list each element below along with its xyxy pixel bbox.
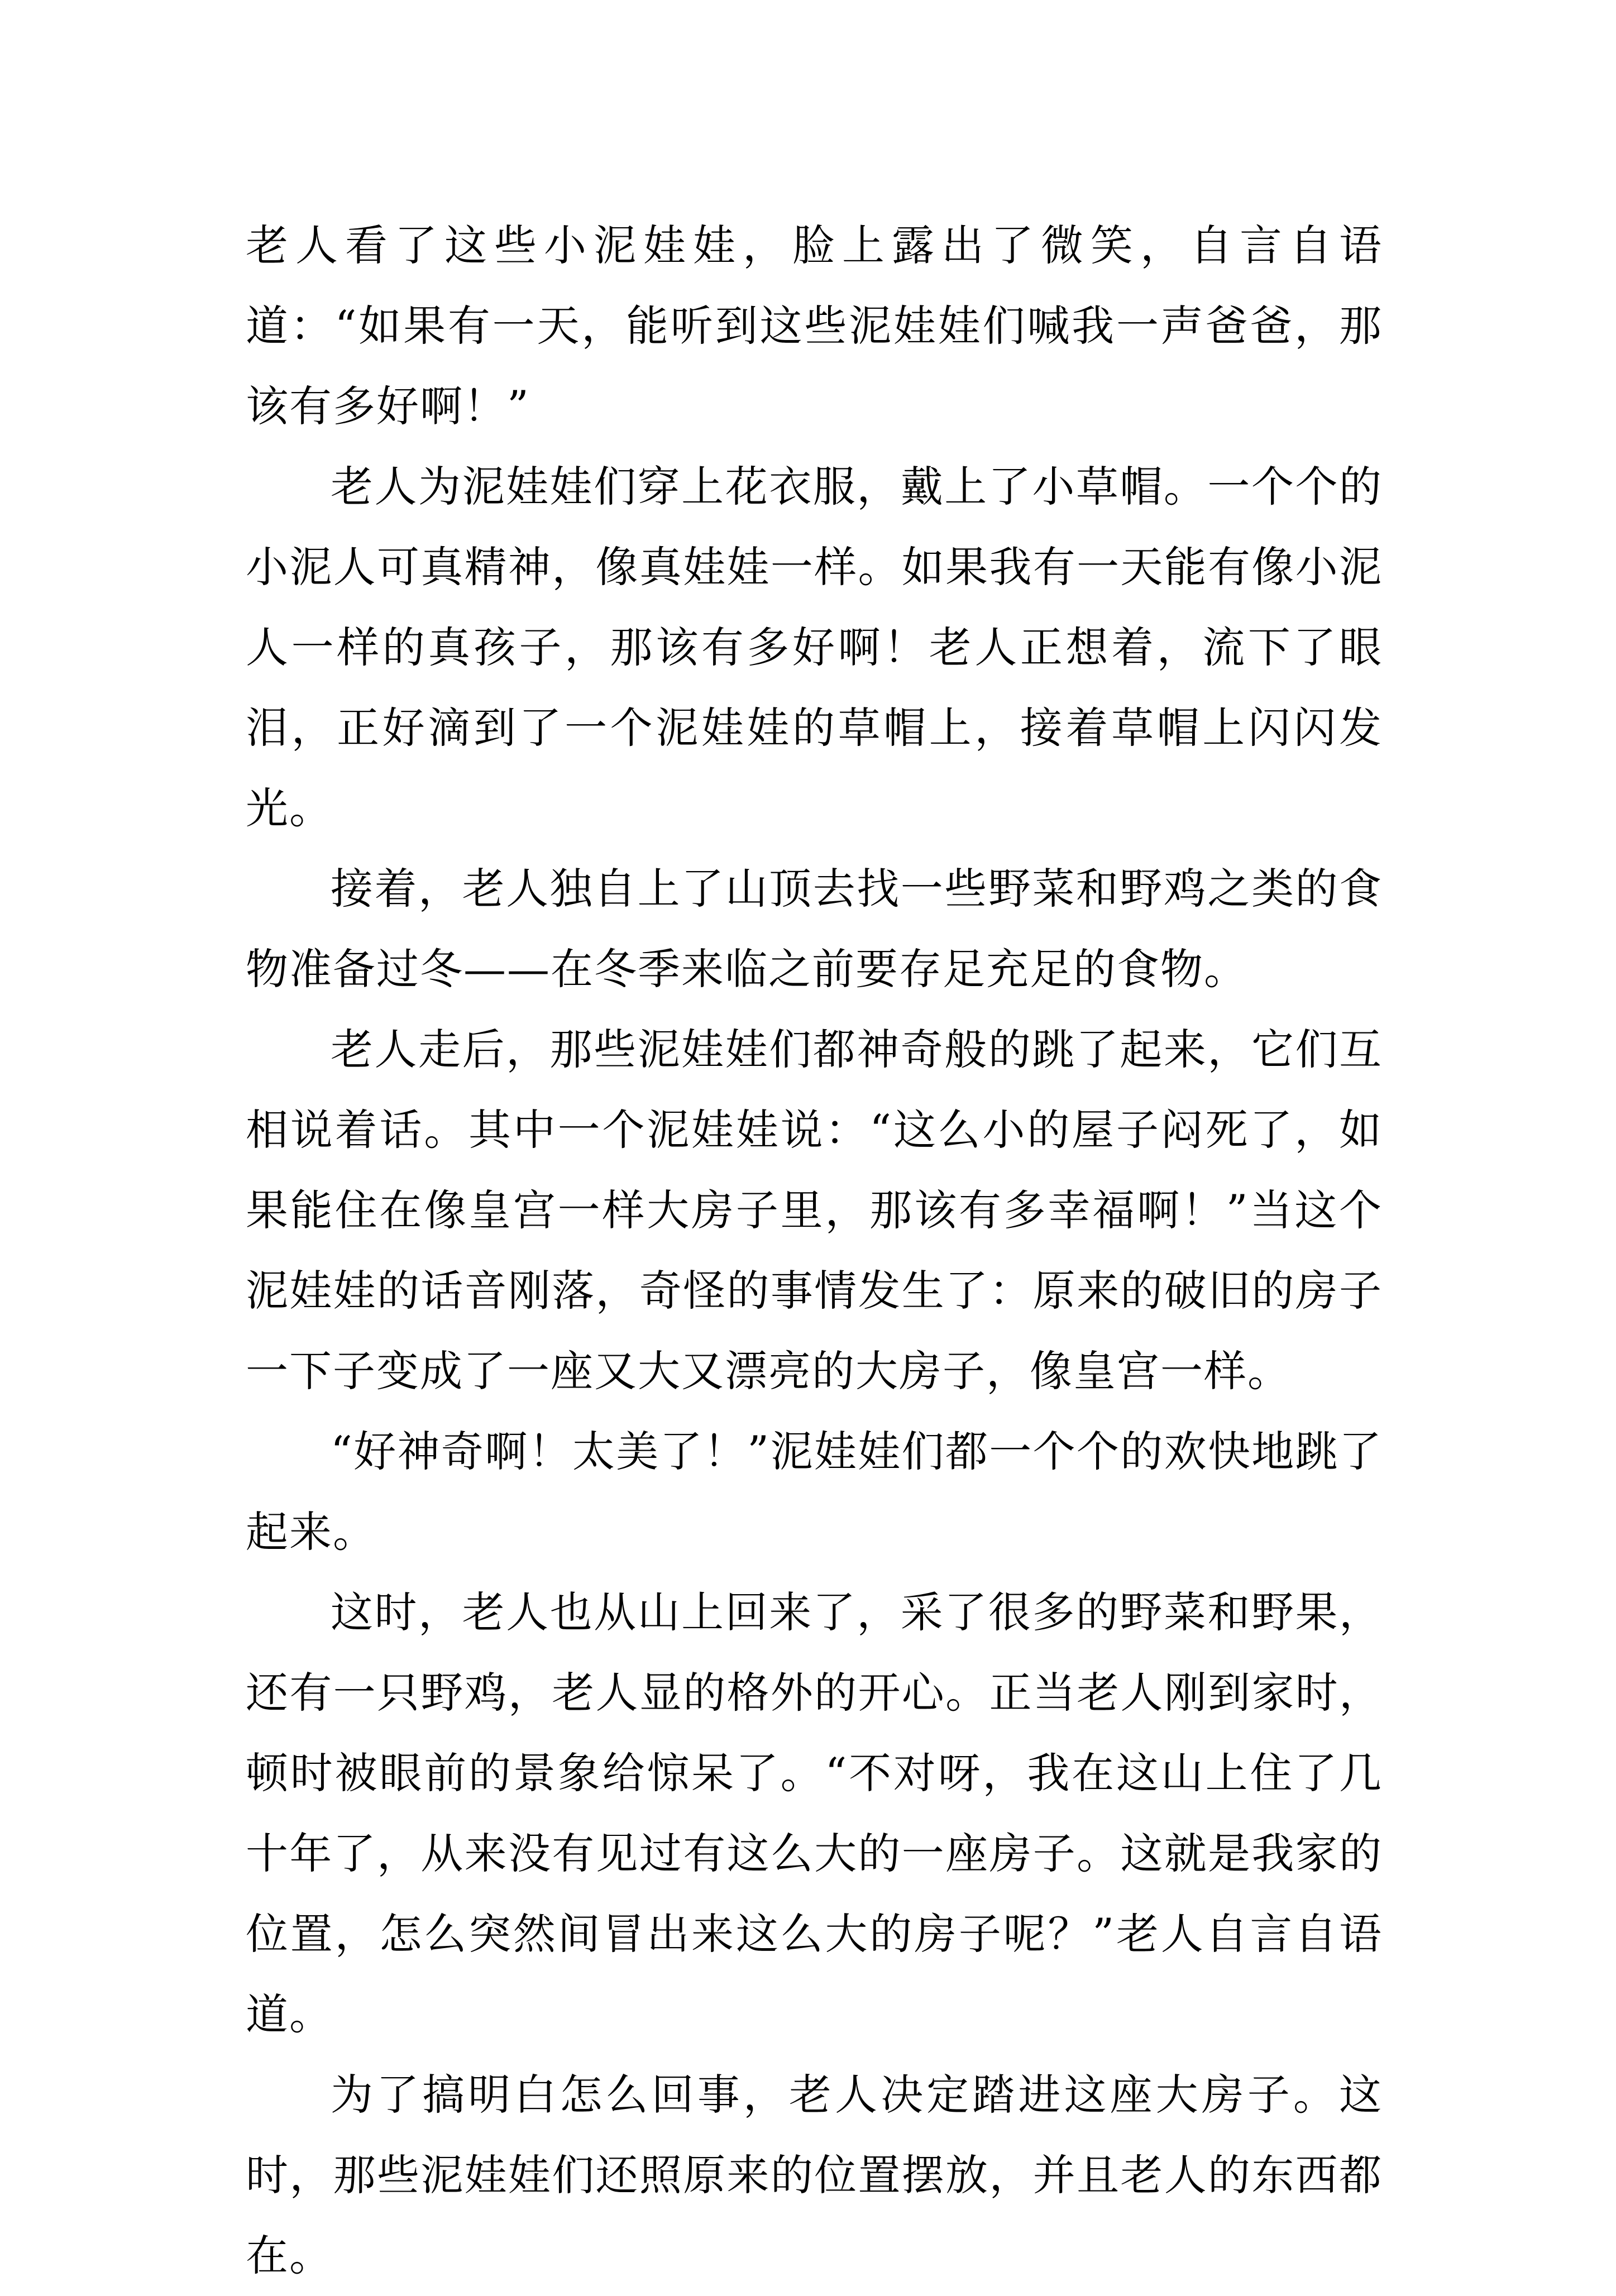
paragraph-5: “好神奇啊！太美了！”泥娃娃们都一个个的欢快地跳了起来。 (246, 1427, 1383, 1557)
paragraph-2: 老人为泥娃娃们穿上花衣服，戴上了小草帽。一个个的小泥人可真精神，像真娃娃一样。如果我有一天能有像小泥人一样的真孩子，那该有多好啊！老人正想着，流下了眼泪，正好滴到了一个泥娃娃的草帽上，接着草帽上闪闪发光。 (246, 462, 1383, 833)
paragraph-6: 这时，老人也从山上回来了，采了很多的野菜和野果，还有一只野鸡，老人显的格外的开心。正当老人刚到家时，顿时被眼前的景象给惊呆了。“不对呀，我在这山上住了几十年了，从来没有见过有这么大的一座房子。这就是我家的位置，怎么突然间冒出来这么大的房子呢？”老人自言自语道。 (246, 1587, 1383, 2039)
document-body (246, 205, 1383, 2296)
paragraph-7: 为了搞明白怎么回事，老人决定踏进这座大房子。这时，那些泥娃娃们还照原来的位置摆放，并且老人的东西都在。 (246, 2070, 1383, 2280)
paragraph-1: 老人看了这些小泥娃娃，脸上露出了微笑，自言自语道：“如果有一天，能听到这些泥娃娃们喊我一声爸爸，那该有多好啊！” (246, 221, 1383, 431)
paragraph-3: 接着，老人独自上了山顶去找一些野菜和野鸡之类的食物准备过冬——在冬季来临之前要存足充足的食物。 (246, 864, 1383, 994)
paragraph-4: 老人走后，那些泥娃娃们都神奇般的跳了起来，它们互相说着话。其中一个泥娃娃说：“这么小的屋子闷死了，如果能住在像皇宫一样大房子里，那该有多幸福啊！”当这个泥娃娃的话音刚落，奇怪的事情发生了：原来的破旧的房子一下子变成了一座又大又漂亮的大房子，像皇宫一样。 (246, 1025, 1383, 1396)
